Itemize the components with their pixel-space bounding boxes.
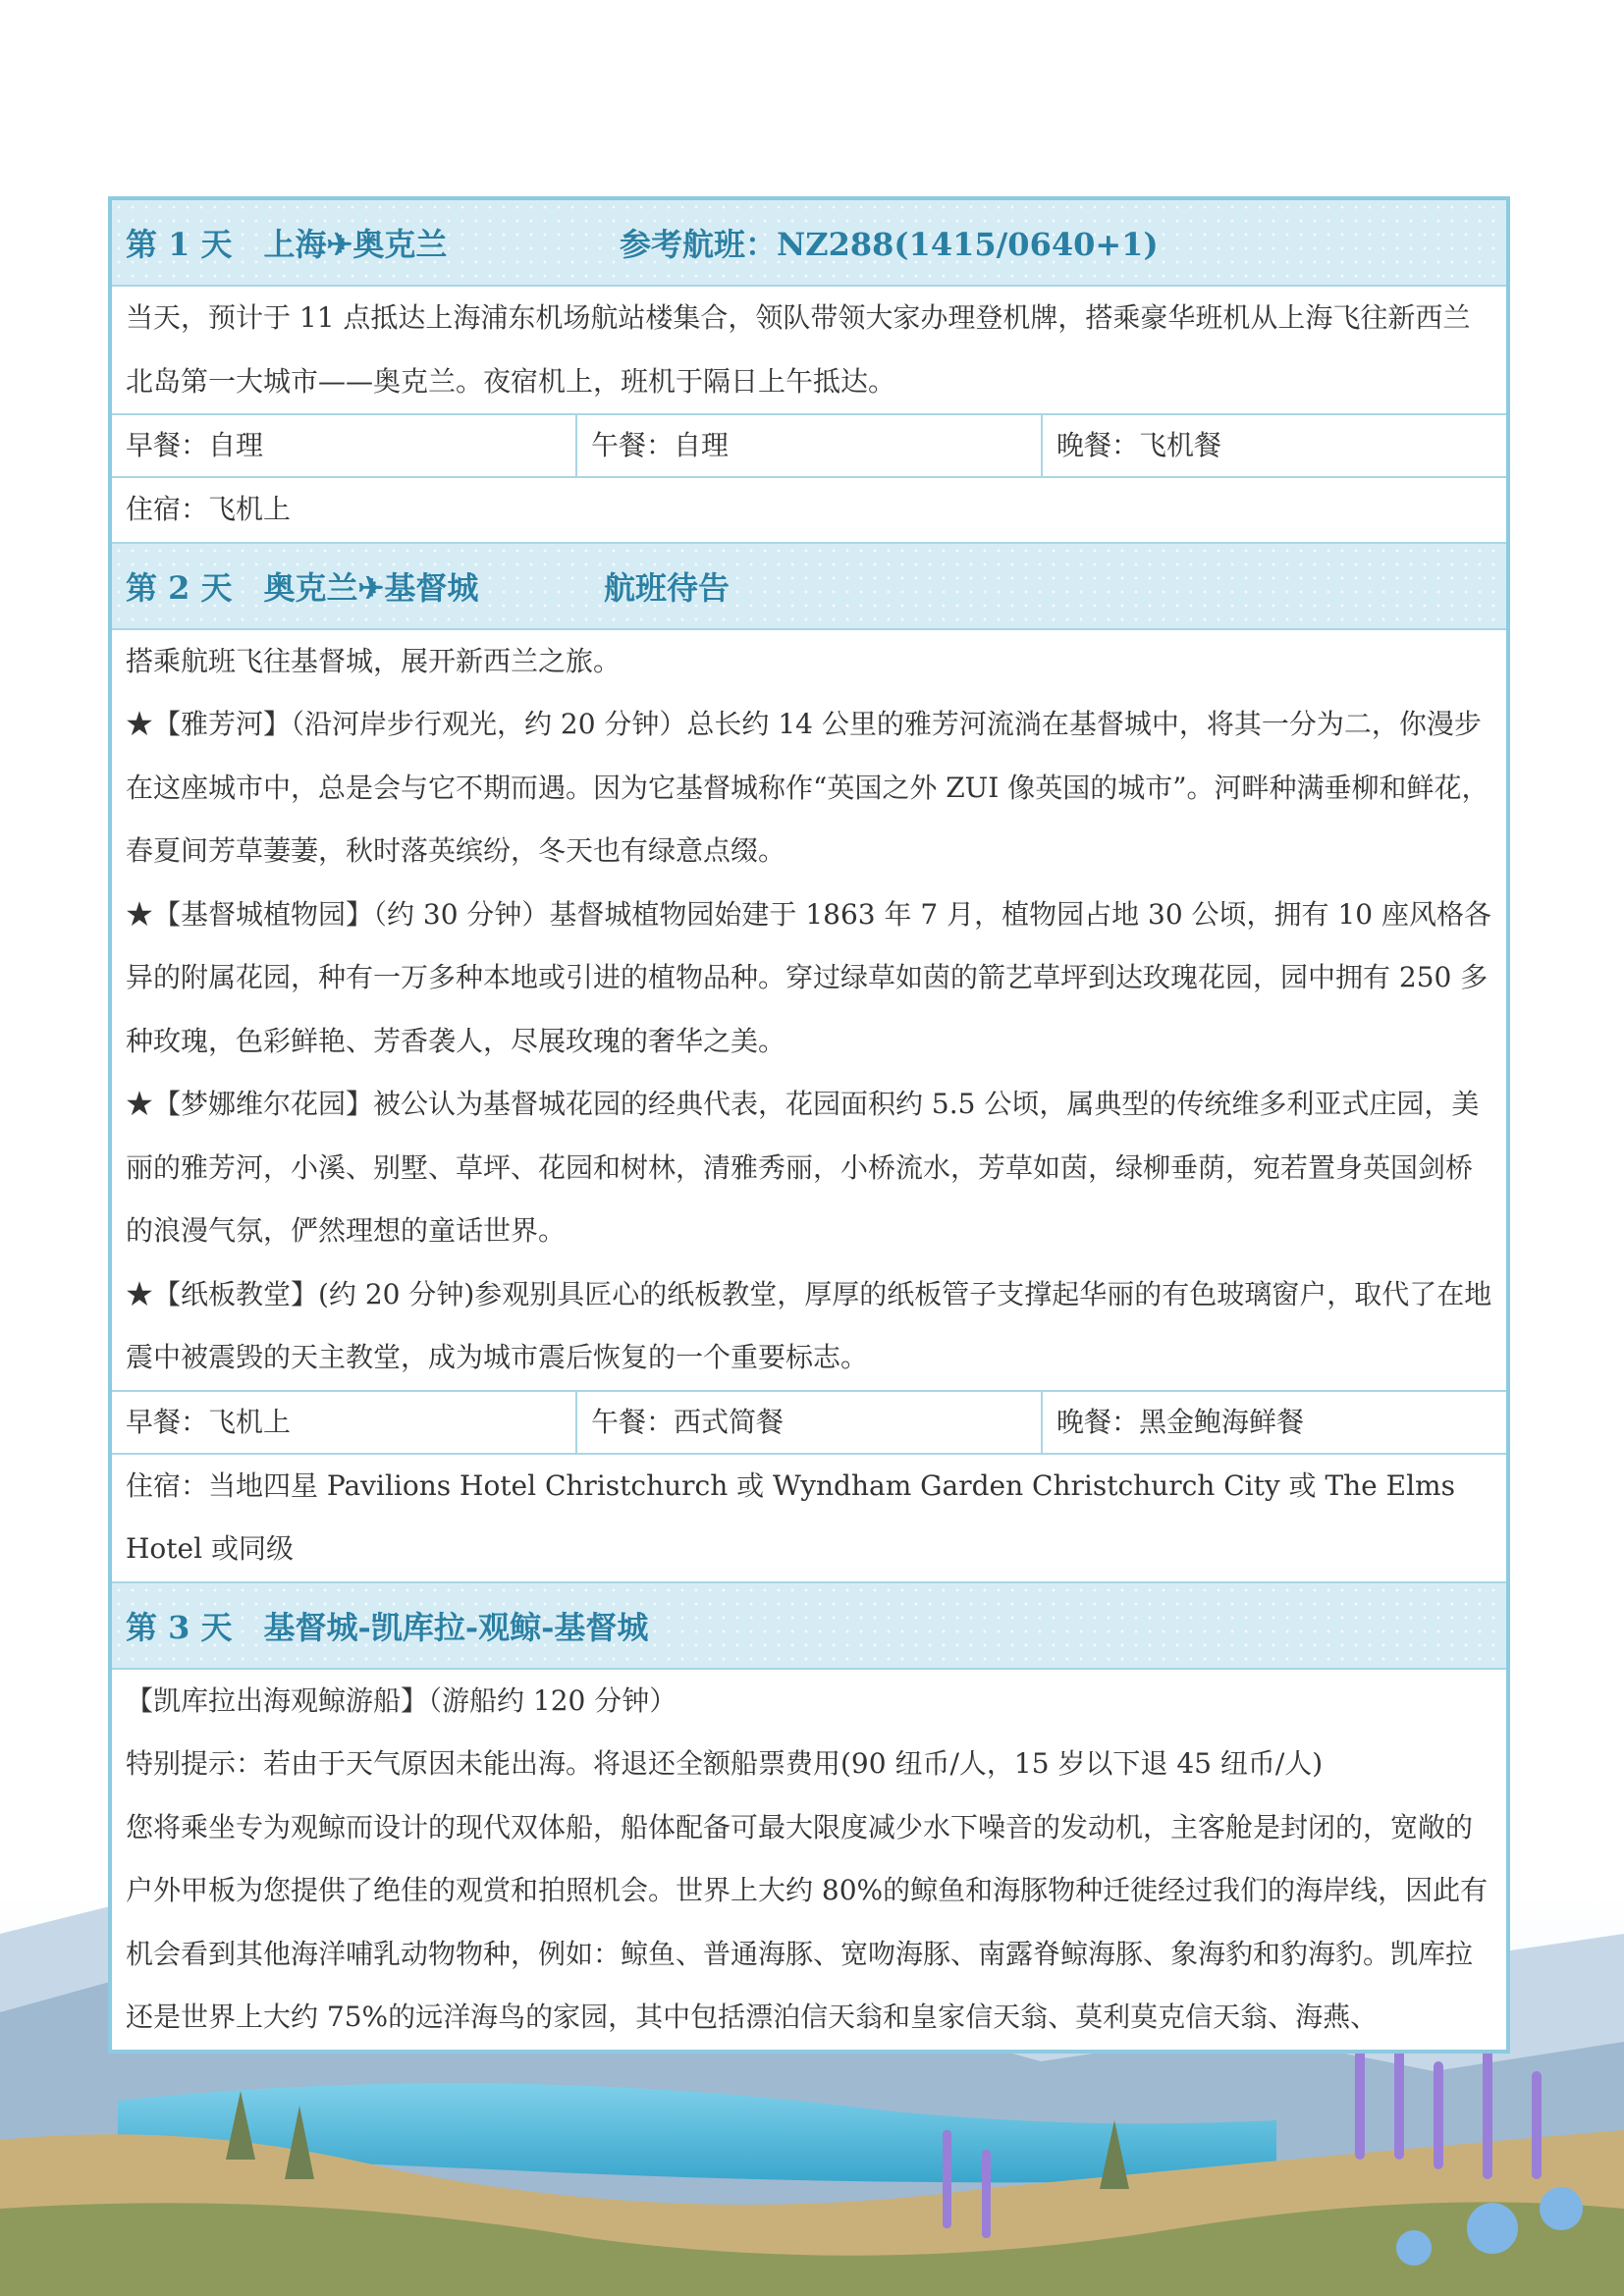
day-title: 第 3 天 基督城-凯库拉-观鲸-基督城 (126, 1608, 649, 1646)
paragraph: 您将乘坐专为观鲸而设计的现代双体船，船体配备可最大限度减少水下噪音的发动机，主客舱是封闭的，宽敞的户外甲板为您提供了绝佳的观赏和拍照机会。世界上大约 80%的鲸鱼和海豚物种迁徙经过我们的海岸线，因此有机会看到其他海洋哺乳动物物种，例如：鲸鱼、普通海豚、宽吻海豚、南露脊鲸海豚、象海豹和豹海豹。凯库拉还是世界上大约 75%的远洋海鸟的家园，其中包括漂泊信天翁和皇家信天翁、莫利莫克信天翁、海燕、 (126, 1810, 1489, 2033)
flight-info: 航班待告 (604, 568, 731, 607)
meals-row (112, 1392, 1506, 1455)
lodging-row: 住宿：当地四星 Pavilions Hotel Christchurch 或 Wyndham Garden Christchurch City 或 The Elms Hotel 或同级 (112, 1455, 1506, 1583)
day-description (112, 287, 1506, 415)
itinerary-table (108, 196, 1510, 2054)
lunch-cell: 午餐：自理 (577, 415, 1043, 476)
day-header (112, 1583, 1506, 1670)
dinner-cell: 晚餐：黑金鲍海鲜餐 (1056, 1405, 1305, 1438)
meals-row (112, 415, 1506, 478)
breakfast-cell: 早餐：飞机上 (112, 1392, 577, 1453)
paragraph: ★【基督城植物园】（约 30 分钟）基督城植物园始建于 1863 年 7 月，植物园占地 30 公顷，拥有 10 座风格各异的附属花园，种有一万多种本地或引进的植物品种。穿过绿草如茵的箭艺草坪到达玫瑰花园，园中拥有 250 多种玫瑰，色彩鲜艳、芳香袭人，尽展玫瑰的奢华之美。 (126, 897, 1491, 1057)
day-title: 第 2 天 奥克兰✈基督城 (126, 568, 479, 607)
breakfast-cell: 早餐：自理 (112, 415, 577, 476)
paragraph: 搭乘航班飞往基督城，展开新西兰之旅。 (126, 644, 622, 677)
day-header (112, 544, 1506, 630)
day-description (112, 1670, 1506, 2050)
dinner-cell: 晚餐：飞机餐 (1056, 429, 1222, 461)
paragraph: ★【梦娜维尔花园】被公认为基督城花园的经典代表，花园面积约 5.5 公顷，属典型的传统维多利亚式庄园，美丽的雅芳河，小溪、别墅、草坪、花园和树林，清雅秀丽，小桥流水，芳草如茵，绿柳垂荫，宛若置身英国剑桥的浪漫气氛，俨然理想的童话世界。 (126, 1088, 1480, 1247)
lunch-cell: 午餐：西式简餐 (577, 1392, 1043, 1453)
lodging-row: 住宿：飞机上 (112, 478, 1506, 544)
day-title: 第 1 天 上海✈奥克兰 (126, 226, 448, 263)
paragraph: 【凯库拉出海观鲸游船】（游船约 120 分钟） (126, 1683, 677, 1717)
paragraph: 当天，预计于 11 点抵达上海浦东机场航站楼集合，领队带领大家办理登机牌，搭乘豪华班机从上海飞往新西兰北岛第一大城市——奥克兰。夜宿机上，班机于隔日上午抵达。 (126, 301, 1471, 398)
day-header (112, 200, 1506, 287)
flight-info: 参考航班：NZ288(1415/0640+1) (620, 226, 1159, 263)
paragraph: ★【雅芳河】（沿河岸步行观光，约 20 分钟）总长约 14 公里的雅芳河流淌在基督城中，将其一分为二，你漫步在这座城市中，总是会与它不期而遇。因为它基督城称作“英国之外 ZUI 像英国的城市”。河畔种满垂柳和鲜花，春夏间芳草萋萋，秋时落英缤纷，冬天也有绿意点缀。 (126, 708, 1489, 867)
day-description (112, 630, 1506, 1392)
paragraph: 特别提示：若由于天气原因未能出海。将退还全额船票费用(90 纽币/人，15 岁以下退 45 纽币/人) (126, 1747, 1324, 1780)
paragraph: ★【纸板教堂】(约 20 分钟)参观别具匠心的纸板教堂，厚厚的纸板管子支撑起华丽的有色玻璃窗户，取代了在地震中被震毁的天主教堂，成为城市震后恢复的一个重要标志。 (126, 1277, 1492, 1373)
